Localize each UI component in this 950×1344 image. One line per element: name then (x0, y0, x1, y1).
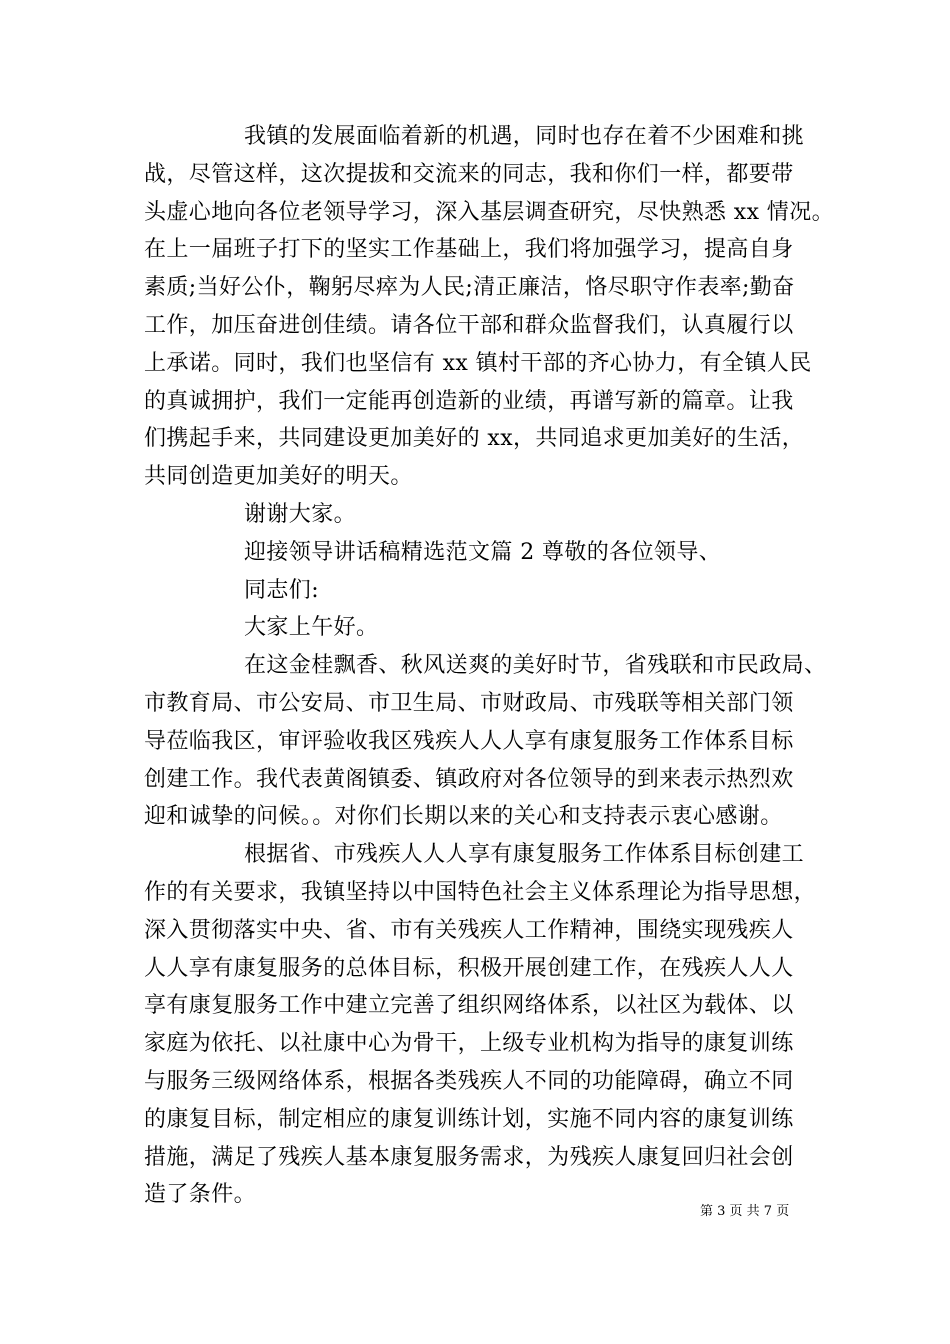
text-line: 家庭为依托、以社康中心为骨干，上级专业机构为指导的康复训练 (144, 1031, 794, 1057)
text-line: 大家上午好。 (244, 615, 379, 641)
page-number: 第 3 页 共 7 页 (700, 1204, 790, 1219)
text-line: 市教育局、市公安局、市卫生局、市财政局、市残联等相关部门领 (144, 690, 794, 716)
text-line: 工作，加压奋进创佳绩。请各位干部和群众监督我们，认真履行以 (144, 312, 794, 338)
text-line: 迎接领导讲话稿精选范文篇 2 尊敬的各位领导、 (244, 539, 722, 565)
text-line: 在上一届班子打下的坚实工作基础上，我们将加强学习，提高自身 (144, 237, 794, 263)
text-line: 造了条件。 (144, 1182, 257, 1208)
text-line: 创建工作。我代表黄阁镇委、镇政府对各位领导的到来表示热烈欢 (144, 766, 794, 792)
text-line: 们携起手来，共同建设更加美好的 xx，共同追求更加美好的生活， (144, 426, 805, 452)
text-line: 上承诺。同时，我们也坚信有 xx 镇村干部的齐心协力，有全镇人民 (144, 350, 812, 376)
text-line: 深入贯彻落实中央、省、市有关残疾人工作精神，围绕实现残疾人 (144, 917, 794, 943)
text-line: 我镇的发展面临着新的机遇，同时也存在着不少困难和挑 (244, 124, 805, 149)
text-line: 人人享有康复服务的总体目标，积极开展创建工作，在残疾人人人 (144, 955, 794, 981)
text-line: 措施，满足了残疾人基本康复服务需求，为残疾人康复回归社会创 (144, 1144, 794, 1170)
body-text (144, 118, 835, 1214)
text-line: 迎和诚挚的问候。。对你们长期以来的关心和支持表示衷心感谢。 (144, 804, 783, 830)
text-line: 同志们: (244, 577, 320, 603)
text-line: 在这金桂飘香、秋风送爽的美好时节，省残联和市民政局、 (244, 653, 827, 679)
text-line: 导莅临我区，审评验收我区残疾人人人享有康复服务工作体系目标 (144, 728, 794, 754)
text-line: 与服务三级网络体系，根据各类残疾人不同的功能障碍，确立不同 (144, 1068, 794, 1094)
text-line: 的真诚拥护，我们一定能再创造新的业绩，再谱写新的篇章。让我 (144, 388, 794, 414)
text-line: 根据省、市残疾人人人享有康复服务工作体系目标创建工 (244, 842, 805, 868)
text-line: 素质;当好公仆，鞠躬尽瘁为人民;清正廉洁，恪尽职守作表率;勤奋 (144, 275, 795, 301)
text-line: 战，尽管这样，这次提拔和交流来的同志，我和你们一样，都要带 (144, 161, 794, 187)
text-line: 谢谢大家。 (244, 501, 357, 527)
text-line: 头虚心地向各位老领导学习，深入基层调查研究，尽快熟悉 xx 情况。 (144, 199, 835, 225)
text-line: 作的有关要求，我镇坚持以中国特色社会主义体系理论为指导思想， (144, 879, 817, 905)
text-line: 享有康复服务工作中建立完善了组织网络体系，以社区为载体、以 (144, 993, 794, 1019)
text-line: 共同创造更加美好的明天。 (144, 464, 413, 490)
text-line: 的康复目标，制定相应的康复训练计划，实施不同内容的康复训练 (144, 1106, 794, 1132)
